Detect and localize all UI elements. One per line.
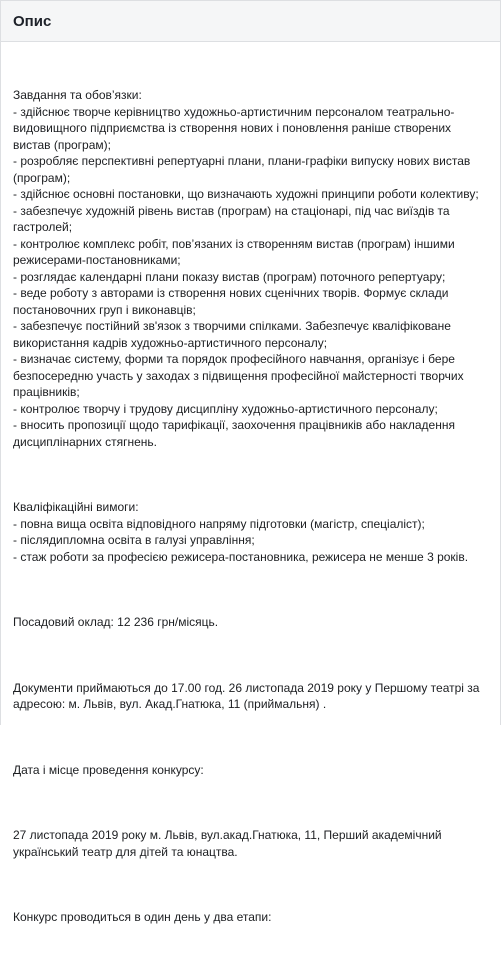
description-body [1,42,500,975]
duty-item: - контролює творчу і трудову дисципліну художньо-артистичного персоналу; [13,401,438,416]
duty-item: - здійснює творче керівництво художньо-артистичним персоналом театрально-видовищного підприємства із створення нових і поновлення раніше створених вистав (програм); [13,104,455,152]
duties-block [13,87,488,450]
description-header [1,0,500,42]
duty-item: - розглядає календарні плани показу вистав (програм) поточного репертуару; [13,269,446,284]
date-place-heading: Дата і місце проведення конкурсу: [13,762,204,777]
duties-heading: Завдання та обов’язки: [13,88,142,102]
salary-text: Посадовий оклад: 12 236 грн/місяць. [13,615,219,629]
stages-text: Конкурс проводиться в один день у два етапи: [13,910,272,924]
duty-item: - контролює комплекс робіт, пов’язаних із створенням вистав (програм) іншими режисерами-постановниками; [13,236,459,267]
qualification-item: - післядипломна освіта в галузі управління; [13,533,255,547]
qualifications-block [13,499,488,565]
duty-item: - вносить пропозиції щодо тарифікації, заохочення працівників або накладення дисциплінарних стягнень. [13,418,459,449]
duty-item: - розробляє перспективні репертуарні плани, плани-графіки випуску нових вистав (програм); [13,154,474,185]
qualification-item: - повна вища освіта відповідного напряму підготовки (магістр, спеціаліст); [13,516,425,531]
duty-item: - здійснює основні постановки, що визначають художні принципи роботи колективу; [13,187,479,201]
qualification-item: - стаж роботи за професією режисера-постановника, режисера не менше 3 років. [13,549,469,564]
section-title: Опис [13,12,52,30]
qualifications-heading: Кваліфікаційні вимоги: [13,500,139,514]
duty-item: - забезпечує постійний зв'язок з творчими спілками. Забезпечує кваліфіковане використання кадрів художньо-артистичного персоналу; [13,319,455,350]
duty-item: - веде роботу з авторами із створення нових сценічних творів. Формує склади постановочних груп і виконавців; [13,286,452,317]
duty-item: - забезпечує художній рівень вистав (програм) на стаціонарі, під час виїздів та гастролей; [13,203,453,234]
duty-item: - визначає систему, форми та порядок професійного навчання, організує і бере безпосередню участь у заходах з підвищення професійної майстерності творчих працівників; [13,352,467,399]
documents-text: Документи приймаються до 17.00 год. 26 листопада 2019 року у Першому театрі за адресою: м. Львів, вул. Акад.Гнатюка, 11 (приймальня) . [13,680,483,711]
date-place-text: 27 листопада 2019 року м. Львів, вул.акад.Гнатюка, 11, Перший академічний український театр для дітей та юнацтва. [13,828,445,859]
